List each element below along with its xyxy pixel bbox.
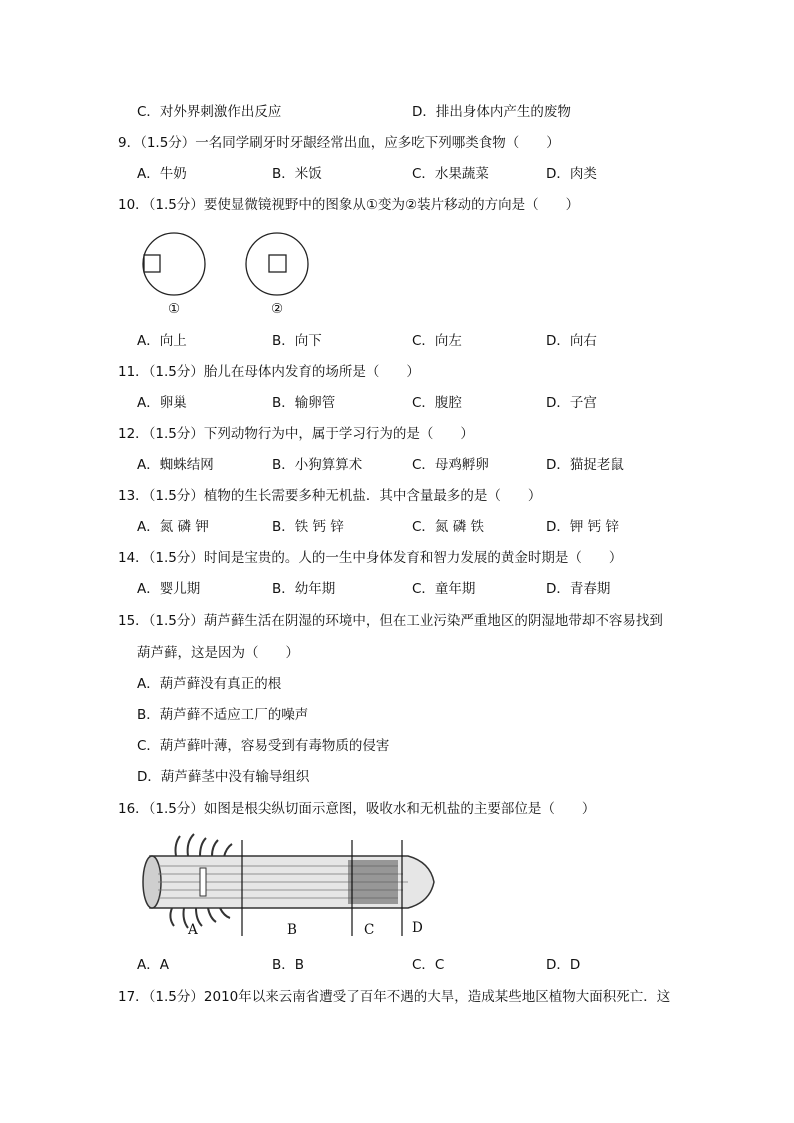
q9-stem: 9．（1.5分）一名同学刷牙时牙龈经常出血，应多吃下列哪类食物（ ） <box>118 135 560 151</box>
q12-option-c: C．母鸡孵卵 <box>412 457 489 473</box>
q12-option-a: A．蜘蛛结网 <box>137 457 214 473</box>
q17-stem: 17．（1.5分）2010年以来云南省遭受了百年不遇的大旱，造成某些地区植物大面积死亡．这 <box>118 989 671 1005</box>
q8-option-d: D．排出身体内产生的废物 <box>412 104 571 120</box>
field-circle-1 <box>143 233 205 295</box>
q14-option-d: D．青春期 <box>546 581 611 597</box>
q10-stem: 10．（1.5分）要使显微镜视野中的图象从①变为②装片移动的方向是（ ） <box>118 197 580 213</box>
microscope-field-figure <box>130 228 330 318</box>
field-circle-2 <box>246 233 308 295</box>
q13-option-b: B．铁 钙 锌 <box>272 519 344 535</box>
q15-stem-line1: 15．（1.5分）葫芦藓生活在阴湿的环境中，但在工业污染严重地区的阴湿地带却不容易找到 <box>118 613 663 629</box>
root-vessel <box>200 868 206 896</box>
q9-option-b: B．米饭 <box>272 166 322 182</box>
q16-option-c: C．C <box>412 957 445 973</box>
q15-option-b: B．葫芦藓不适应工厂的噪声 <box>137 707 309 723</box>
q10-option-d: D．向右 <box>546 333 597 349</box>
q11-option-a: A．卵巢 <box>137 395 187 411</box>
q10-option-a: A．向上 <box>137 333 187 349</box>
meristem-zone <box>348 860 398 904</box>
zone-label-a: A <box>188 922 198 938</box>
q13-option-c: C．氮 磷 铁 <box>412 519 485 535</box>
q10-option-c: C．向左 <box>412 333 462 349</box>
field-label-2: ② <box>271 301 284 317</box>
q12-option-b: B．小狗算算术 <box>272 457 363 473</box>
q14-option-b: B．幼年期 <box>272 581 336 597</box>
q9-option-c: C．水果蔬菜 <box>412 166 489 182</box>
q10-option-b: B．向下 <box>272 333 322 349</box>
q12-stem: 12．（1.5分）下列动物行为中，属于学习行为的是（ ） <box>118 426 474 442</box>
field-label-1: ① <box>168 301 181 317</box>
q16-stem: 16．（1.5分）如图是根尖纵切面示意图，吸收水和无机盐的主要部位是（ ） <box>118 801 596 817</box>
zone-label-d: D <box>412 920 423 936</box>
q15-option-d: D．葫芦藓茎中没有输导组织 <box>137 769 310 785</box>
q13-option-a: A．氮 磷 钾 <box>137 519 209 535</box>
q15-option-c: C．葫芦藓叶薄，容易受到有毒物质的侵害 <box>137 738 390 754</box>
field-image-1 <box>144 255 160 272</box>
q9-option-a: A．牛奶 <box>137 166 187 182</box>
q11-option-b: B．输卵管 <box>272 395 336 411</box>
q11-option-c: C．腹腔 <box>412 395 462 411</box>
q13-stem: 13．（1.5分）植物的生长需要多种无机盐．其中含量最多的是（ ） <box>118 488 542 504</box>
q14-stem: 14．（1.5分）时间是宝贵的。人的一生中身体发育和智力发展的黄金时期是（ ） <box>118 550 623 566</box>
q12-option-d: D．猫捉老鼠 <box>546 457 624 473</box>
zone-label-c: C <box>364 922 375 938</box>
q8-option-c: C．对外界刺激作出反应 <box>137 104 282 120</box>
q16-option-a: A．A <box>137 957 169 973</box>
zone-label-b: B <box>287 922 297 938</box>
q13-option-d: D．钾 钙 锌 <box>546 519 619 535</box>
q11-option-d: D．子宫 <box>546 395 597 411</box>
q14-option-c: C．童年期 <box>412 581 476 597</box>
q16-option-d: D．D <box>546 957 581 973</box>
q15-option-a: A．葫芦藓没有真正的根 <box>137 676 282 692</box>
q14-option-a: A．婴儿期 <box>137 581 201 597</box>
q15-stem-line2: 葫芦藓，这是因为（ ） <box>137 645 299 661</box>
q11-stem: 11．（1.5分）胎儿在母体内发育的场所是（ ） <box>118 364 420 380</box>
q9-option-d: D．肉类 <box>546 166 597 182</box>
field-image-2 <box>269 255 286 272</box>
q16-option-b: B．B <box>272 957 305 973</box>
